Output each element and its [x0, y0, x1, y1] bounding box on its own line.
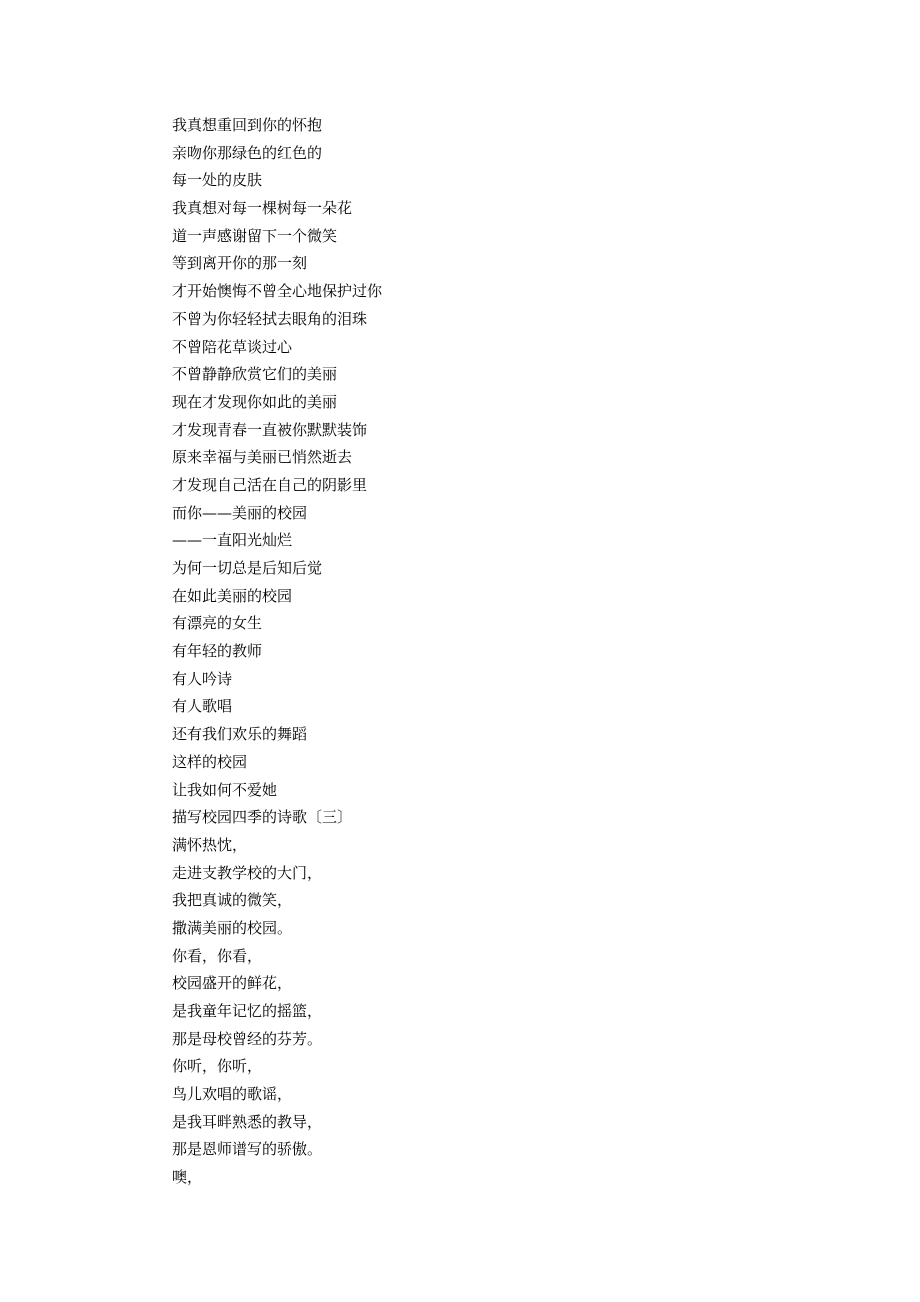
poem-line: 满怀热忱， — [172, 835, 248, 854]
poem-line: 每一处的皮肤 — [172, 171, 263, 190]
poem-line: 不曾陪花草谈过心 — [172, 337, 293, 356]
poem-line: 原来幸福与美丽已悄然逝去 — [172, 448, 353, 467]
poem-line: 有年轻的教师 — [172, 642, 263, 661]
poem-line: 不曾为你轻轻拭去眼角的泪珠 — [172, 309, 368, 328]
poem-line: 有漂亮的女生 — [172, 614, 263, 633]
poem-line: 而你——美丽的校园 — [172, 503, 308, 522]
poem-line: ——一直阳光灿烂 — [172, 531, 293, 550]
poem-line: 让我如何不爱她 — [172, 780, 278, 799]
poem-line: 亲吻你那绿色的红色的 — [172, 143, 323, 162]
poem-line: 有人歌唱 — [172, 697, 233, 716]
poem-line: 有人吟诗 — [172, 669, 233, 688]
poem-line: 才开始懊悔不曾全心地保护过你 — [172, 282, 383, 301]
poem-line: 是我童年记忆的摇篮， — [172, 1002, 323, 1020]
poem-line: 不曾静静欣赏它们的美丽 — [172, 365, 338, 384]
poem-line: 校园盛开的鲜花， — [172, 974, 293, 993]
poem-line: 为何一切总是后知后觉 — [172, 559, 323, 577]
poem-line: 我真想重回到你的怀抱 — [172, 116, 323, 134]
poem-line: 才发现自己活在自己的阴影里 — [172, 475, 368, 494]
poem-text — [172, 112, 382, 1192]
poem-line: 那是恩师谱写的骄傲。 — [172, 1140, 323, 1159]
poem-line: 撒满美丽的校园。 — [172, 918, 293, 937]
poem-line: 鸟儿欢唱的歌谣， — [172, 1085, 293, 1104]
poem-line: 在如此美丽的校园 — [172, 586, 293, 605]
poem-line: 现在才发现你如此的美丽 — [172, 392, 338, 411]
poem-line: 道一声感谢留下一个微笑 — [172, 226, 338, 245]
section-heading: 描写校园四季的诗歌〔三〕 — [172, 808, 353, 827]
poem-line: 等到离开你的那一刻 — [172, 254, 308, 273]
poem-line: 你听，你听， — [172, 1057, 263, 1076]
poem-line: 是我耳畔熟悉的教导， — [172, 1112, 323, 1131]
poem-line: 你看，你看， — [172, 946, 263, 965]
poem-line: 我把真诚的微笑， — [172, 891, 293, 910]
poem-line: 才发现青春一直被你默默装饰 — [172, 420, 368, 439]
poem-line: 还有我们欢乐的舞蹈 — [172, 725, 308, 744]
poem-line: 那是母校曾经的芬芳。 — [172, 1029, 323, 1048]
poem-line: 这样的校园 — [172, 752, 248, 771]
poem-line: 噢， — [172, 1168, 203, 1187]
poem-line: 走进支教学校的大门， — [172, 863, 323, 882]
poem-line: 我真想对每一棵树每一朵花 — [172, 199, 353, 218]
